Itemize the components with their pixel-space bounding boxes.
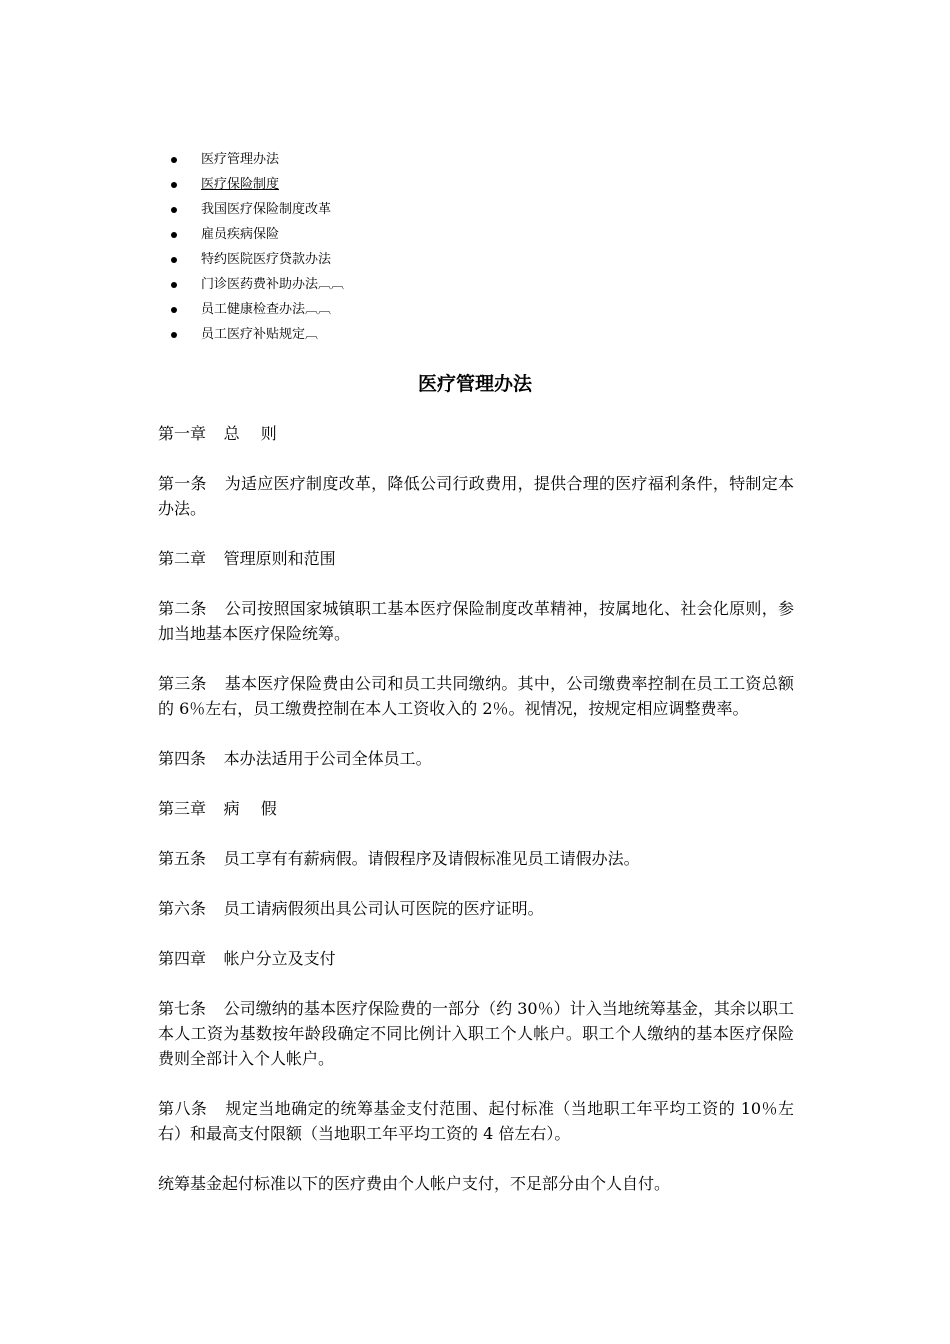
document-body [158,421,794,1221]
article-paragraph [158,746,794,771]
chapter-title: 总 则 [223,424,277,443]
bullet-icon [171,157,177,163]
toc-link[interactable]: 我国医疗保险制度改革 [201,202,332,217]
chapter-heading [158,946,794,971]
article-number: 第一条 [158,474,207,493]
chapter-title: 管理原则和范围 [223,549,336,568]
article-number: 第四条 [158,749,207,768]
article-paragraph [158,846,794,871]
article-text: 公司按照国家城镇职工基本医疗保险制度改革精神，按属地化、社会化原则，参加当地基本医疗保险统筹。 [158,599,794,643]
article-paragraph [158,671,794,721]
bullet-icon [171,207,177,213]
toc-item[interactable] [0,225,344,250]
toc-item[interactable] [0,200,344,225]
article-number: 第三条 [158,674,207,693]
chapter-heading [158,546,794,571]
chapter-heading [158,796,794,821]
toc-link[interactable]: 门诊医药费补助办法︹︹ [201,277,345,292]
toc-link[interactable]: 员工医疗补贴规定︹ [201,327,319,342]
bullet-icon [171,307,177,313]
toc-link[interactable]: 雇员疾病保险 [201,227,280,242]
article-number: 第五条 [158,849,207,868]
article-paragraph [158,596,794,646]
article-number: 第八条 [158,1099,208,1118]
bullet-icon [171,232,177,238]
bullet-icon [171,332,177,338]
article-text: 公司缴纳的基本医疗保险费的一部分（约 30％）计入当地统筹基金，其余以职工本人工资为基数按年龄段确定不同比例计入职工个人帐户。职工个人缴纳的基本医疗保险费则全部计入个人帐户。 [158,999,794,1068]
article-paragraph [158,1096,794,1146]
article-number: 第七条 [158,999,207,1018]
toc-link[interactable]: 医疗管理办法 [201,152,280,167]
toc-item[interactable] [0,325,344,350]
body-paragraph: 统筹基金起付标准以下的医疗费由个人帐户支付，不足部分由个人自付。 [158,1174,671,1193]
chapter-title: 病 假 [223,799,277,818]
chapter-number: 第三章 [158,799,207,818]
toc-link[interactable]: 员工健康检查办法︹︹ [201,302,332,317]
toc-list [0,150,344,350]
article-paragraph [158,471,794,521]
article-text: 为适应医疗制度改革，降低公司行政费用，提供合理的医疗福利条件，特制定本办法。 [158,474,794,518]
article-text: 本办法适用于公司全体员工。 [223,749,432,768]
chapter-number: 第四章 [158,949,207,968]
toc-item[interactable] [0,250,344,275]
bullet-icon [171,182,177,188]
toc-item[interactable] [0,275,344,300]
article-text: 规定当地确定的统筹基金支付范围、起付标准（当地职工年平均工资的 10％左右）和最高支付限额（当地职工年平均工资的 4 倍左右）。 [158,1099,794,1143]
article-number: 第六条 [158,899,207,918]
document-title: 医疗管理办法 [417,373,532,395]
bullet-icon [171,257,177,263]
chapter-number: 第一章 [158,424,207,443]
chapter-title: 帐户分立及支付 [223,949,336,968]
toc-item[interactable] [0,300,344,325]
article-paragraph [158,896,794,921]
article-text: 员工请病假须出具公司认可医院的医疗证明。 [223,899,544,918]
chapter-heading [158,421,794,446]
toc-item[interactable] [0,175,344,200]
article-text: 基本医疗保险费由公司和员工共同缴纳。其中，公司缴费率控制在员工工资总额的 6％左右，员工缴费控制在本人工资收入的 2％。视情况，按规定相应调整费率。 [158,674,794,718]
toc-item[interactable] [0,150,344,175]
bullet-icon [171,282,177,288]
chapter-number: 第二章 [158,549,207,568]
article-number: 第二条 [158,599,207,618]
toc-link[interactable]: 医疗保险制度 [201,177,280,192]
article-paragraph [158,996,794,1071]
article-text: 员工享有有薪病假。请假程序及请假标准见员工请假办法。 [223,849,640,868]
toc-link[interactable]: 特约医院医疗贷款办法 [201,252,332,267]
